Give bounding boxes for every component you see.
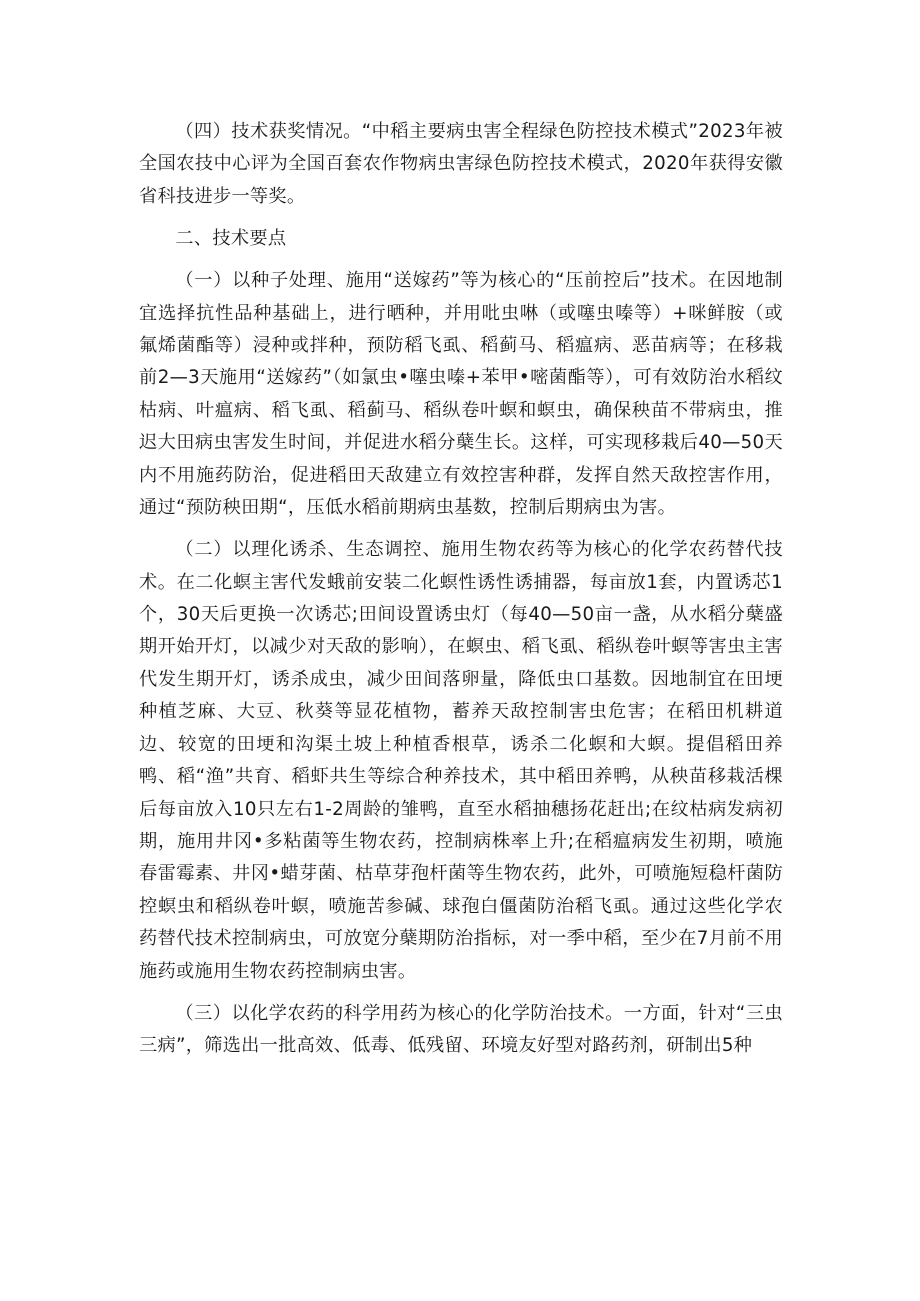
paragraph-pesticide-substitution: （二）以理化诱杀、生态调控、施用生物农药等为核心的化学农药替代技术。在二化螟主害代发蛾前安装二化螟性诱性诱捕器，每亩放1套，内置诱芯1个，30天后更换一次诱芯;田间设置诱虫灯（每40—50亩一盏，从水稻分蘖盛期开始开灯，以减少对天敌的影响），在螟虫、稻飞虱、稻纵卷叶螟等害虫主害代发生期开灯，诱杀成虫，减少田间落卵量，降低虫口基数。因地制宜在田埂种植芝麻、大豆、秋葵等显花植物，蓄养天敌控制害虫危害；在稻田机耕道边、较宽的田埂和沟渠土坡上种植香根草，诱杀二化螟和大螟。提倡稻田养鸭、稻“渔”共育、稻虾共生等综合种养技术，其中稻田养鸭，从秧苗移栽活棵后每亩放入10只左右1-2周龄的雏鸭，直至水稻抽穗扬花赶出;在纹枯病发病初期，施用井冈•多粘菌等生物农药，控制病株率上升;在稻瘟病发生初期，喷施春雷霉素、井冈•蜡芽菌、枯草芽孢杆菌等生物农药，此外，可喷施短稳杆菌防控螟虫和稻纵卷叶螟，喷施苦参碱、球孢白僵菌防治稻飞虱。通过这些化学农药替代技术控制病虫，可放宽分蘖期防治指标，对一季中稻，至少在7月前不用施药或施用生物农药控制病虫害。: [139, 539, 783, 982]
paragraph-award-status: （四）技术获奖情况。“中稻主要病虫害全程绿色防控技术模式”2023年被全国农技中心评为全国百套农作物病虫害绿色防控技术模式，2020年获得安徽省科技进步一等奖。: [139, 121, 783, 207]
section-heading-technical-points: 二、技术要点: [175, 228, 287, 250]
paragraph-seed-treatment: （一）以种子处理、施用“送嫁药”等为核心的“压前控后”技术。在因地制宜选择抗性品种基础上，进行晒种，并用吡虫啉（或噻虫嗪等）+咪鲜胺（或氟烯菌酯等）浸种或拌种，预防稻飞虱、稻蓟马、稻瘟病、恶苗病等；在移栽前2—3天施用“送嫁药”（如氯虫•噻虫嗪+苯甲•嘧菌酯等），可有效防治水稻纹枯病、叶瘟病、稻飞虱、稻蓟马、稻纵卷叶螟和螟虫，确保秧苗不带病虫，推迟大田病虫害发生时间，并促进水稻分蘖生长。这样，可实现移栽后40—50天内不用施药防治，促进稻田天敌建立有效控害种群，发挥自然天敌控害作用，通过“预防秧田期“，压低水稻前期病虫基数，控制后期病虫为害。: [139, 270, 783, 519]
document-body: [139, 116, 783, 1072]
paragraph-chemical-control: （三）以化学农药的科学用药为核心的化学防治技术。一方面，针对“三虫三病”，筛选出一批高效、低毒、低残留、环境友好型对路药剂，研制出5种: [139, 1002, 783, 1057]
